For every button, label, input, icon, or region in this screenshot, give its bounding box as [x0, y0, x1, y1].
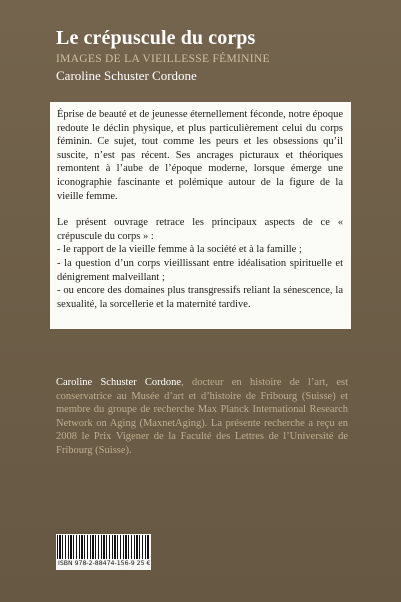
bio-text: , docteur en histoire de l’art, est conservatrice au Musée d’art et d’histoire de Fribourg (Suisse) et membre du groupe de recherche Max Planck International Research Network on Aging (MaxnetAging). La présente recherche a reçu en 2008 le Prix Vigener de la Faculté des Lettres de l’Université de Fribourg (Suisse).	[56, 377, 348, 456]
blurb-list-item: - le rapport de la vieille femme à la société et à la famille ;	[57, 244, 302, 256]
paragraph-spacer	[57, 203, 343, 216]
blurb-paragraph: Le présent ouvrage retrace les principaux aspects de ce « crépuscule du corps » :	[57, 217, 343, 242]
bio-author-name: Caroline Schuster Cordone	[56, 377, 182, 388]
book-subtitle: IMAGES DE LA VIEILLESSE FÉMININE	[56, 53, 270, 65]
book-title: Le crépuscule du corps	[56, 27, 256, 49]
blurb-list-item: - ou encore des domaines plus transgressifs reliant la sénescence, la sexualité, la sorcellerie et la maternité tardive.	[57, 285, 343, 310]
author-bio	[56, 376, 348, 458]
author-name: Caroline Schuster Cordone	[56, 68, 197, 83]
barcode-icon	[57, 535, 150, 559]
blurb-list-item: - la question d’un corps vieillissant entre idéalisation spirituelle et dénigrement malveillant ;	[57, 257, 343, 283]
isbn-barcode-box	[56, 534, 151, 570]
blurb-paragraph: Éprise de beauté et de jeunesse éternellement féconde, notre époque redoute le déclin physique, et plus particulièrement celui du corps féminin. Ce sujet, tout comme les peurs et les obsessions qu’il suscite, n’est pas récent. Ses ancrages picturaux et théoriques remontent à l’aube de l’époque moderne, lorsque émerge une iconographie fascinante et polémique autour de la figure de la vieille femme.	[57, 109, 343, 202]
blurb-panel	[50, 102, 351, 329]
isbn-price-text: ISBN 978-2-88474-156-9 25 €	[58, 560, 151, 567]
